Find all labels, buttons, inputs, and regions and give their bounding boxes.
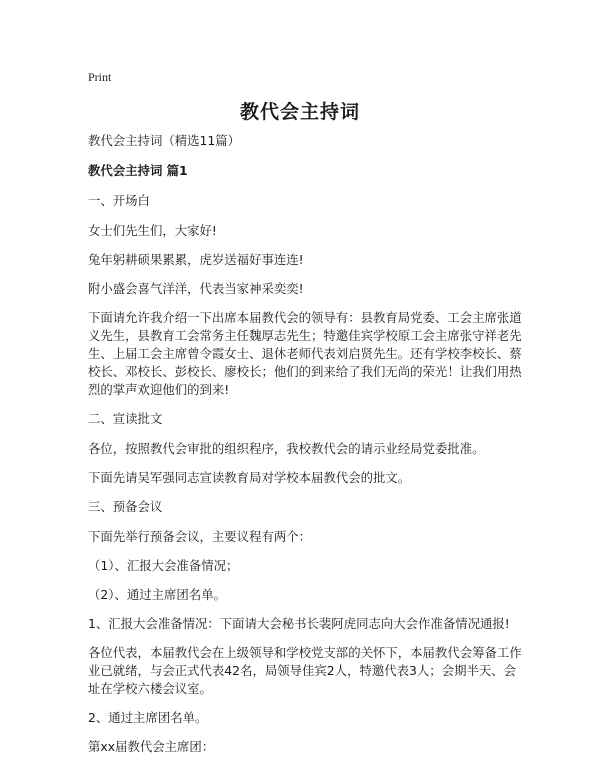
paragraph-approval-note: 各位，按照教代会审批的组织程序，我校教代会的请示业经局党委批准。 bbox=[88, 441, 485, 456]
paragraph-report-body: 各位代表，本届教代会在上级领导和学校党支部的关怀下，本届教代会筹备工作业已就绪，与会正式代表42名，局领导佳宾2人，特邀代表3人；会期半天、会址在学校六楼会议室。 bbox=[88, 645, 522, 696]
paragraph-report-intro: 1、汇报大会准备情况：下面请大会秘书长裴阿虎同志向大会作准备情况通报! bbox=[88, 616, 510, 631]
paragraph-greeting: 女士们先生们，大家好! bbox=[88, 223, 217, 238]
heading-opening: 一、开场白 bbox=[88, 193, 150, 208]
document-body bbox=[88, 132, 524, 767]
paragraph-agenda-2: （2）、通过主席团名单。 bbox=[88, 587, 226, 602]
paragraph-agenda-1: （1）、汇报大会准备情况； bbox=[88, 558, 239, 573]
section-title: 教代会主持词 篇1 bbox=[88, 163, 188, 178]
paragraph-approval-read: 下面先请吴军强同志宣读教育局对学校本届教代会的批文。 bbox=[88, 470, 411, 485]
document-subtitle: 教代会主持词（精选11篇） bbox=[88, 133, 241, 148]
paragraph-introduction: 下面请允许我介绍一下出席本届教代会的领导有：县教育局党委、工会主席张道义先生，县教育工会常务主任魏厚志先生；特邀佳宾学校原工会主席张守祥老先生、上届工会主席曾令霞女士、退休老师代表刘启贤先生。还有学校李校长、蔡校长、邓校长、彭校长、廖校长；他们的到来给了我们无尚的荣光！让我们用热烈的掌声欢迎他们的到来! bbox=[88, 310, 522, 397]
heading-approval: 二、宣读批文 bbox=[88, 411, 163, 426]
paragraph-presidium: 2、通过主席团名单。 bbox=[88, 710, 208, 725]
paragraph-couplet-2: 附小盛会喜气洋洋，代表当家神采奕奕! bbox=[88, 281, 304, 296]
heading-preparatory: 三、预备会议 bbox=[88, 499, 163, 514]
paragraph-couplet-1: 兔年躬耕硕果累累，虎岁送福好事连连! bbox=[88, 252, 304, 267]
paragraph-presidium-list: 第xx届教代会主席团： bbox=[88, 739, 215, 754]
paragraph-agenda-intro: 下面先举行预备会议，主要议程有两个： bbox=[88, 529, 312, 544]
print-link[interactable]: Print bbox=[88, 70, 112, 84]
document-title: 教代会主持词 bbox=[239, 101, 360, 123]
